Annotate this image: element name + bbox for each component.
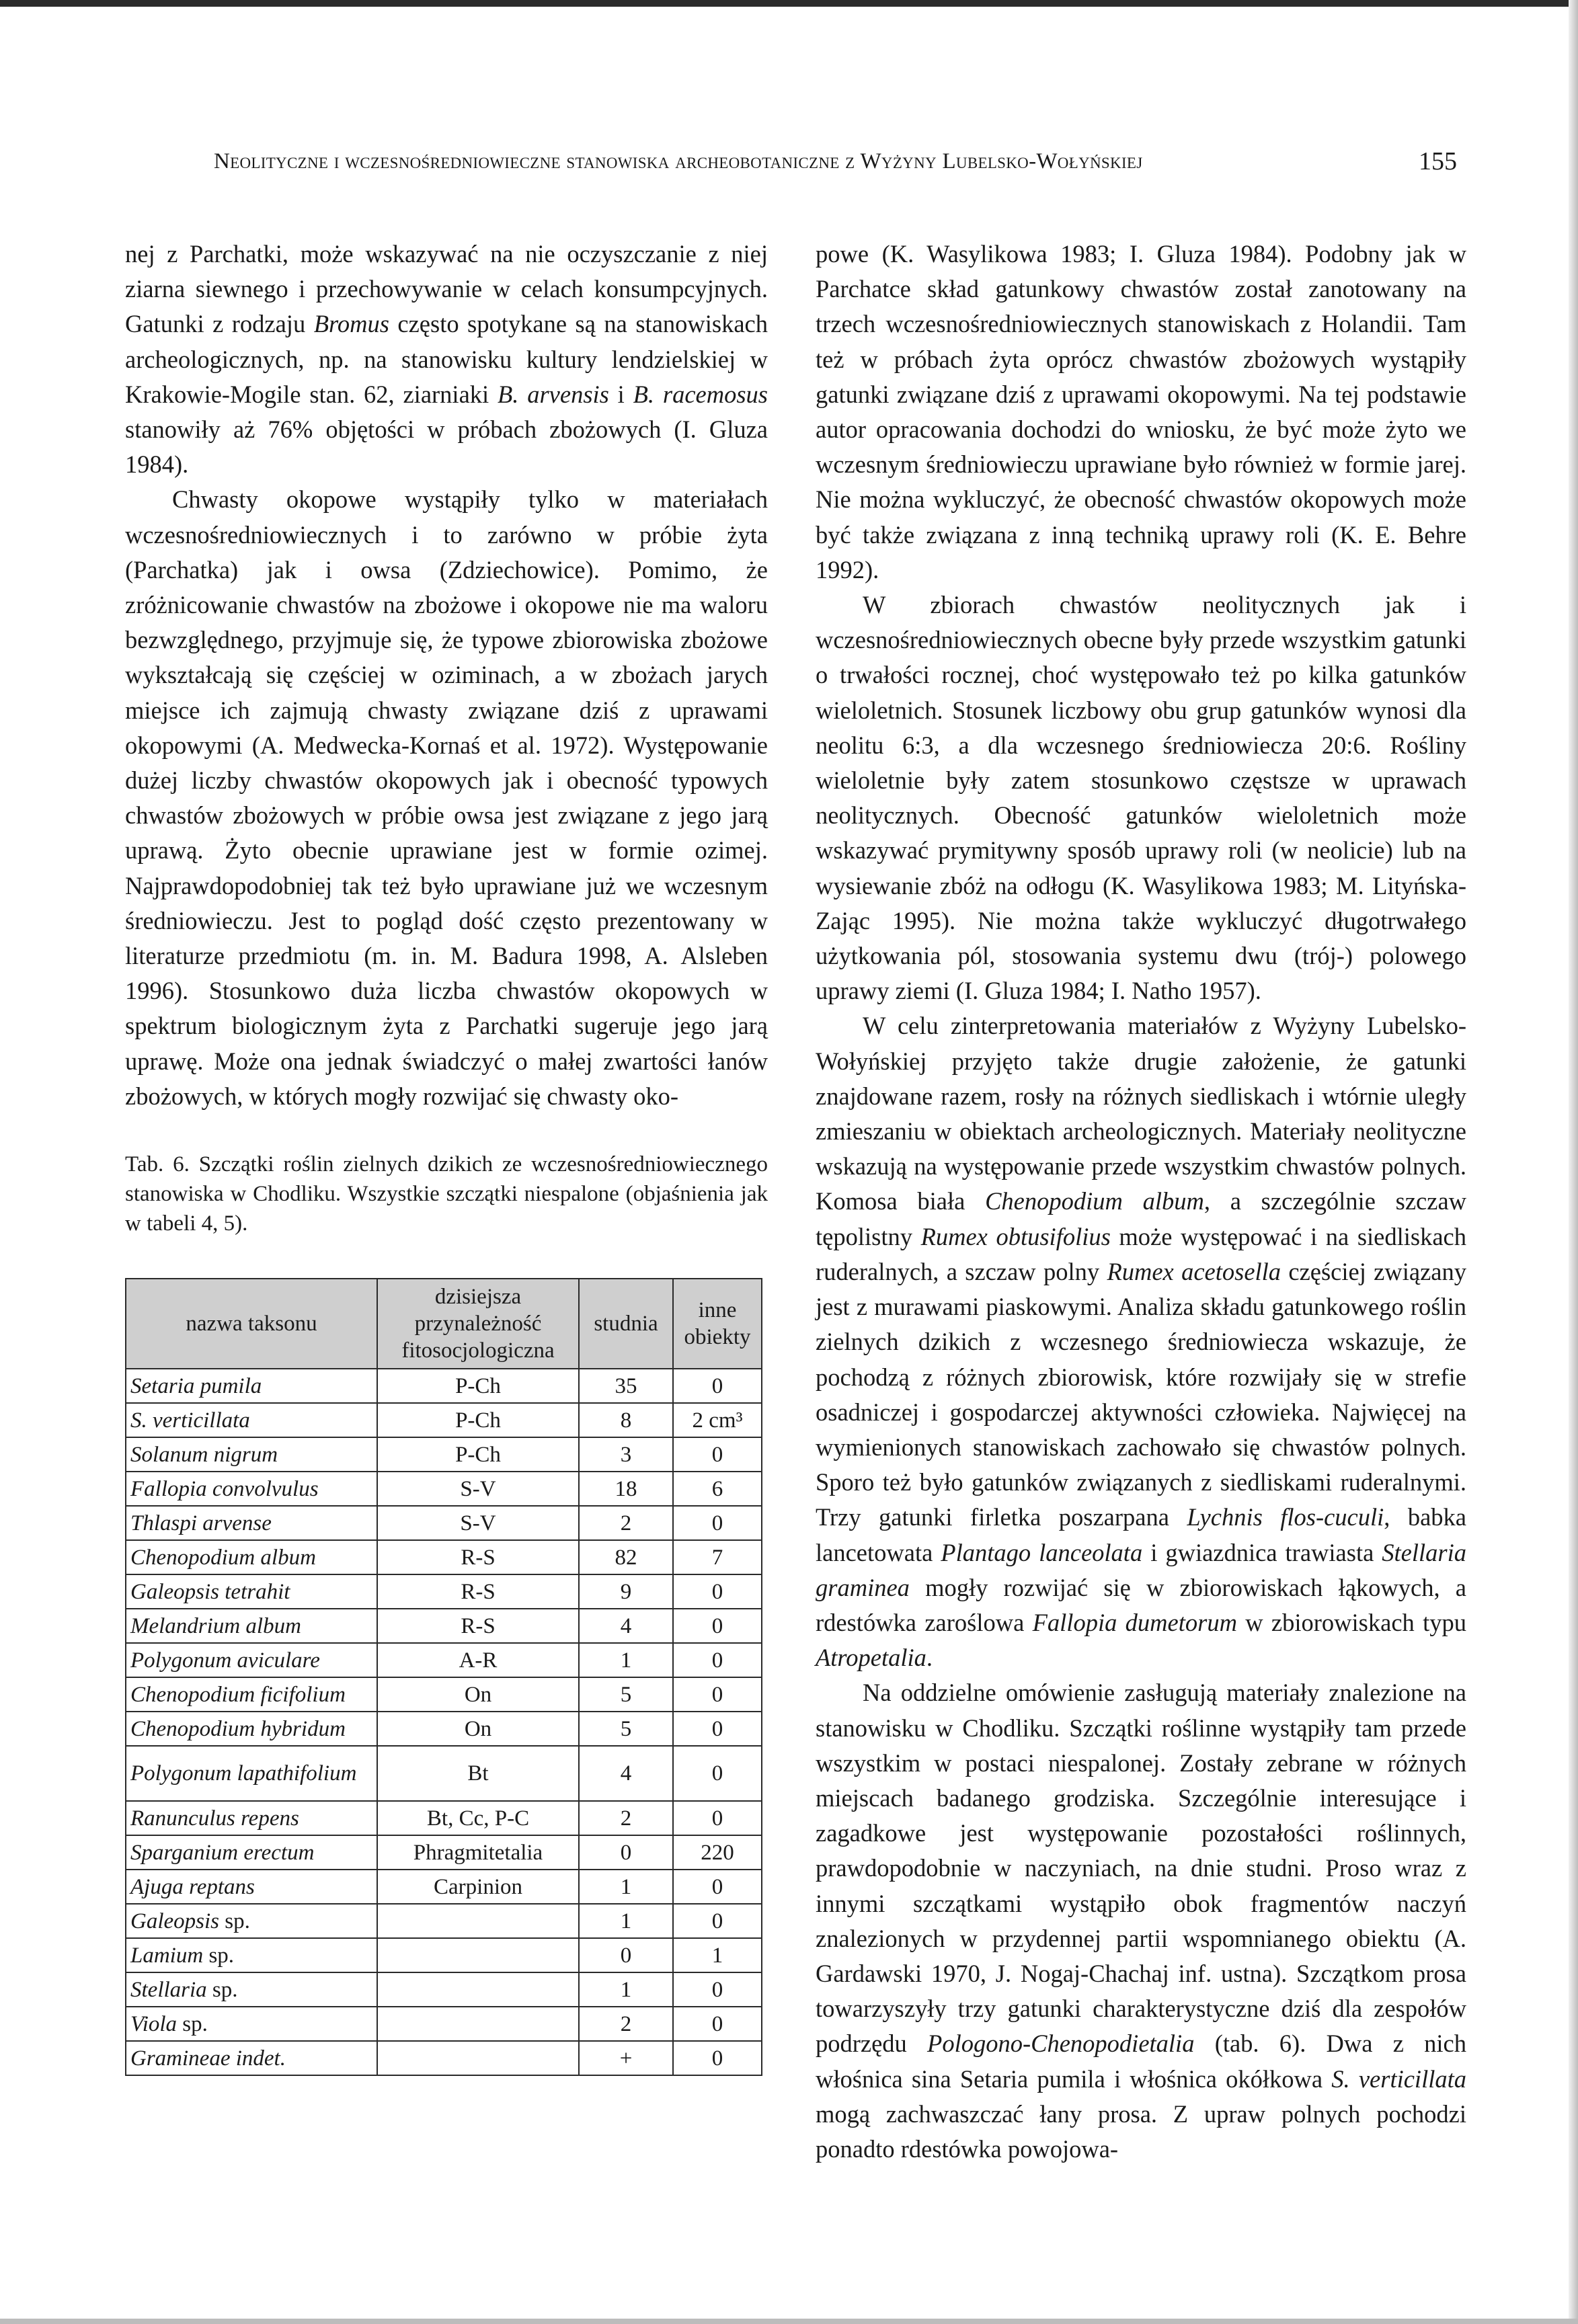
table-row [126,1870,762,1904]
taxon-name: Fallopia dumetorum [1032,1608,1237,1636]
header-well: studnia [579,1279,673,1369]
taxon-genus: Galeopsis [130,1909,219,1933]
text-run: stanowiły aż 76% objętości w próbach zbożowych (I. Gluza 1984). [125,415,768,479]
running-title: Neolityczne i wczesnośredniowieczne stanowiska archeobotaniczne z Wyżyny Lubelsko-Wołyńskiej [214,149,1143,173]
taxon-name: B. racemosus [633,380,768,408]
taxon-cell: Fallopia convolvulus [126,1472,377,1506]
well-cell: 0 [579,1938,673,1972]
text-run: i [608,380,633,408]
well-cell: 5 [579,1712,673,1746]
group-cell: On [377,1677,579,1712]
taxon-cell [126,1904,377,1938]
table-row [126,1369,762,1403]
well-cell: 9 [579,1574,673,1609]
text-run: , babka lancetowata [816,1503,1466,1566]
other-cell: 0 [673,1712,762,1746]
taxon-cell [126,2007,377,2041]
right-paragraph-3 [816,1008,1466,1675]
page-number: 155 [1419,147,1457,175]
text-run: (tab. 6). Dwa z nich włośnica sina Setaria pumila i włośnica okółkowa [816,2030,1466,2093]
table-caption: Tab. 6. Szczątki roślin zielnych dzikich ze wczesnośredniowiecznego stanowiska w Chodliku. Wszystkie szczątki niespalone (objaśnienia jak w tabeli 4, 5). [125,1152,768,1236]
header-phytosociology: dzisiejsza przynależność fitosocjologiczna [377,1279,579,1369]
group-cell: S-V [377,1472,579,1506]
taxon-name: Lychnis flos-cuculi [1187,1503,1384,1531]
taxon-name: Pologono-Chenopodietalia [927,2030,1195,2058]
well-cell: 4 [579,1609,673,1643]
group-cell [377,1972,579,2007]
group-cell: P-Ch [377,1437,579,1472]
right-paragraph-1: powe (K. Wasylikowa 1983; I. Gluza 1984). Podobny jak w Parchatce skład gatunkowy chwastów został zanotowany na trzech wczesnośredniowiecznych stanowiskach z Holandii. Tam też w próbach żyta oprócz chwastów zbożowych wystąpiły gatunki związane dziś z uprawami okopowymi. Na tej podstawie autor opracowania dochodzi do wniosku, że być może żyto we wczesnym średniowieczu uprawiane było również w formie jarej. Nie można wykluczyć, że obecność chwastów okopowych może być także związana z inną techniką uprawy roli (K. E. Behre 1992). [816,240,1466,584]
well-cell: 3 [579,1437,673,1472]
taxon-cell [126,1938,377,1972]
table-row [126,1904,762,1938]
group-cell: Carpinion [377,1870,579,1904]
other-cell: 0 [673,1574,762,1609]
taxon-name: Atropetalia [816,1644,926,1672]
group-cell: Bt [377,1746,579,1801]
taxon-cell: Solanum nigrum [126,1437,377,1472]
table-row [126,1746,762,1801]
taxon-name: Rumex acetosella [1107,1257,1281,1285]
taxon-name: S. verticillata [1331,2065,1466,2093]
well-cell: 1 [579,1870,673,1904]
table-row [126,1712,762,1746]
well-cell: 1 [579,1972,673,2007]
right-paragraph-2: W zbiorach chwastów neolitycznych jak i wczesnośredniowiecznych obecne były przede wszystkim gatunki o trwałości rocznej, choć występowało też po kilka gatunków wieloletnich. Stosunek liczbowy obu grup gatunków wynosi dla neolitu 6:3, a dla wczesnego średniowiecza 20:6. Rośliny wieloletnie były zatem stosunkowo częstsze w uprawach neolitycznych. Obecność gatunków wieloletnich może wskazywać prymitywny sposób uprawy roli (w neolicie) lub na wysiewanie zbóż na odłogu (K. Wasylikowa 1983; M. Lityńska-Zając 1995). Nie można także wykluczyć długotrwałego użytkowania pól, stosowania systemu dwu (trój-) polowego uprawy ziemi (I. Gluza 1984; I. Natho 1957). [816,591,1466,1005]
well-cell: 2 [579,1801,673,1835]
well-cell: 35 [579,1369,673,1403]
text-run: częściej związany jest z murawami piaskowymi. Analiza składu gatunkowego roślin zielnych dzikich z wczesnego średniowiecza wskazuje, że pochodzą z różnych zbiorowisk, które rozwijały się w strefie osadniczej i gospodarczej aktywności człowieka. Najwięcej na wymienionych stanowiskach zachowało się chwastów polnych. Sporo też było gatunków związanych z siedliskami ruderalnymi. Trzy gatunki firletka poszarpana [816,1257,1466,1531]
other-cell: 0 [673,1437,762,1472]
taxon-cell: Galeopsis tetrahit [126,1574,377,1609]
well-cell: 18 [579,1472,673,1506]
other-cell: 0 [673,1904,762,1938]
other-cell: 1 [673,1938,762,1972]
taxon-cell: Melandrium album [126,1609,377,1643]
taxon-cell: Chenopodium ficifolium [126,1677,377,1712]
right-paragraph-4 [816,1675,1466,2167]
table-row [126,1835,762,1870]
taxon-cell: Setaria pumila [126,1369,377,1403]
header-other-features: inne obiekty [673,1279,762,1369]
scan-edge-bottom [0,2319,1578,2324]
right-column [816,237,1466,2167]
group-cell: P-Ch [377,1403,579,1437]
text-run: mogą zachwaszczać łany prosa. Z upraw polnych pochodzi ponadto rdestówka powojowa- [816,2099,1466,2163]
taxon-cell: Ranunculus repens [126,1801,377,1835]
other-cell: 0 [673,1972,762,2007]
table-row [126,1574,762,1609]
taxon-suffix: sp. [177,2011,208,2036]
text-run: Na oddzielne omówienie zasługują materiały znalezione na stanowisku w Chodliku. Szczątki roślinne wystąpiły tam przede wszystkim w postaci niespalonej. Zostały zebrane w różnych miejscach badanego grodziska. Szczególnie interesujące i zagadkowe jest występowanie pozostałości roślinnych, prawdopodobnie w naczyniach, na dnie studni. Proso wraz z innymi szczątkami wystąpiło obok fragmentów naczyń znalezionych w przydennej partii wspomnianego obiektu (A. Gardawski 1970, J. Nogaj-Chachaj inf. ustna). Szczątkom prosa towarzyszyły trzy gatunki charakterystyczne dziś dla zespołów podrzędu [816,1679,1466,2058]
other-cell: 0 [673,1677,762,1712]
well-cell: 4 [579,1746,673,1801]
text-run: nej z Parchatki, może wskazywać na nie oczyszczanie z niej ziarna siewnego i przechowywanie w celach konsumpcyjnych. Gatunki z rodzaju [125,240,768,338]
other-cell: 7 [673,1540,762,1574]
well-cell: 82 [579,1540,673,1574]
table-row [126,1506,762,1540]
taxon-cell: Gramineae indet. [126,2041,377,2075]
text-run: często spotykane są na stanowiskach archeologicznych, np. na stanowisku kultury lendzielskiej w Krakowie-Mogile stan. 62, ziarniaki [125,310,768,408]
text-run: , a szczególnie szczaw tępolistny [816,1187,1466,1250]
other-cell: 2 cm³ [673,1403,762,1437]
other-cell: 220 [673,1835,762,1870]
header-taxon: nazwa taksonu [126,1279,377,1369]
taxon-cell: Sparganium erectum [126,1835,377,1870]
taxon-cell: Chenopodium hybridum [126,1712,377,1746]
group-cell: On [377,1712,579,1746]
table-row [126,1643,762,1677]
table-row [126,1540,762,1574]
well-cell: + [579,2041,673,2075]
taxon-cell: Thlaspi arvense [126,1506,377,1540]
text-run: mogły rozwijać się w zbiorowiskach łąkowych, a rdestówka zaroślowa [816,1573,1466,1636]
taxon-cell: Polygonum aviculare [126,1643,377,1677]
text-run: W celu zinterpretowania materiałów z Wyżyny Lubelsko-Wołyńskiej przyjęto także drugie założenie, że gatunki znajdowane razem, rosły na różnych siedliskach i wtórnie uległy zmieszaniu w obiektach archeologicznych. Materiały neolityczne wskazują na występowanie przede wszystkim chwastów polnych. Komosa biała [816,1012,1466,1215]
taxon-name: Rumex obtusifolius [920,1222,1111,1250]
other-cell: 0 [673,1801,762,1835]
group-cell: R-S [377,1540,579,1574]
text-run: może występować i na siedliskach ruderalnych, a szczaw polny [816,1222,1467,1285]
group-cell [377,2007,579,2041]
well-cell: 1 [579,1904,673,1938]
taxon-genus: Viola [130,2011,177,2036]
group-cell [377,1938,579,1972]
scan-edge-top [0,0,1578,7]
taxon-name: Plantago lanceolata [941,1538,1143,1566]
other-cell: 0 [673,1369,762,1403]
text-run: i gwiazdnica trawiasta [1142,1538,1382,1566]
scan-edge-right [1569,0,1578,2324]
table-row [126,2041,762,2075]
running-head [214,149,1470,174]
table-row [126,1677,762,1712]
group-cell [377,1904,579,1938]
group-cell: A-R [377,1643,579,1677]
well-cell: 2 [579,1506,673,1540]
table-row [126,1437,762,1472]
other-cell: 0 [673,2007,762,2041]
left-paragraph-1 [125,237,768,482]
taxon-name: Chenopodium album [985,1187,1204,1215]
well-cell: 0 [579,1835,673,1870]
taxon-cell: S. verticillata [126,1403,377,1437]
other-cell: 0 [673,1609,762,1643]
well-cell: 2 [579,2007,673,2041]
left-column [125,237,768,1114]
taxon-cell: Ajuga reptans [126,1870,377,1904]
taxon-name: B. arvensis [497,380,609,408]
taxon-genus: Stellaria [130,1977,207,2002]
group-cell: R-S [377,1609,579,1643]
well-cell: 8 [579,1403,673,1437]
well-cell: 5 [579,1677,673,1712]
table-row [126,1801,762,1835]
other-cell: 0 [673,1643,762,1677]
text-run: . [926,1644,933,1672]
table-row [126,1472,762,1506]
other-cell: 0 [673,1870,762,1904]
taxon-cell: Chenopodium album [126,1540,377,1574]
taxon-cell: Polygonum lapathifolium [126,1746,377,1801]
taxon-cell [126,1972,377,2007]
taxon-name: Stellaria graminea [816,1538,1466,1601]
group-cell: Phragmitetalia [377,1835,579,1870]
text-run: w zbiorowiskach typu [1236,1608,1466,1636]
left-paragraph-2: Chwasty okopowe wystąpiły tylko w materiałach wczesnośredniowiecznych i to zarówno w próbie żyta (Parchatka) jak i owsa (Zdziechowice). Pomimo, że zróżnicowanie chwastów na zbożowe i okopowe nie ma waloru bezwzględnego, przyjmuje się, że typowe zbiorowiska zbożowe wykształcają się częściej w oziminach, a w zbożach jarych miejsce ich zajmują chwasty związane dziś z uprawami okopowymi (A. Medwecka-Kornaś et al. 1972). Występowanie dużej liczby chwastów okopowych jak i obecność typowych chwastów zbożowych w próbie owsa jest związane z jego jarą uprawą. Żyto obecnie uprawiane jest w formie ozimej. Najprawdopodobniej tak też było uprawiane już we wczesnym średniowieczu. Jest to pogląd dość często prezentowany w literaturze przedmiotu (m. in. M. Badura 1998, A. Alsleben 1996). Stosunkowo duża liczba chwastów okopowych w spektrum biologicznym żyta z Parchatki sugeruje jego jarą uprawę. Może ona jednak świadczyć o małej zwartości łanów zbożowych, w których mogły rozwijać się chwasty oko- [125,485,768,1110]
table-row [126,1972,762,2007]
taxon-suffix: sp. [206,1977,238,2002]
taxon-genus: Lamium [130,1943,204,1968]
table-row [126,2007,762,2041]
taxon-suffix: sp. [203,1943,235,1968]
other-cell: 0 [673,1746,762,1801]
taxon-name: Bromus [313,310,389,338]
group-cell [377,2041,579,2075]
group-cell: R-S [377,1574,579,1609]
taxon-suffix: sp. [219,1909,250,1933]
table-row [126,1938,762,1972]
other-cell: 0 [673,2041,762,2075]
group-cell: S-V [377,1506,579,1540]
well-cell: 1 [579,1643,673,1677]
other-cell: 6 [673,1472,762,1506]
table-row [126,1609,762,1643]
taxa-table [125,1278,762,2076]
other-cell: 0 [673,1506,762,1540]
group-cell: P-Ch [377,1369,579,1403]
group-cell: Bt, Cc, P-C [377,1801,579,1835]
table-header-row [126,1279,762,1369]
table-row [126,1403,762,1437]
